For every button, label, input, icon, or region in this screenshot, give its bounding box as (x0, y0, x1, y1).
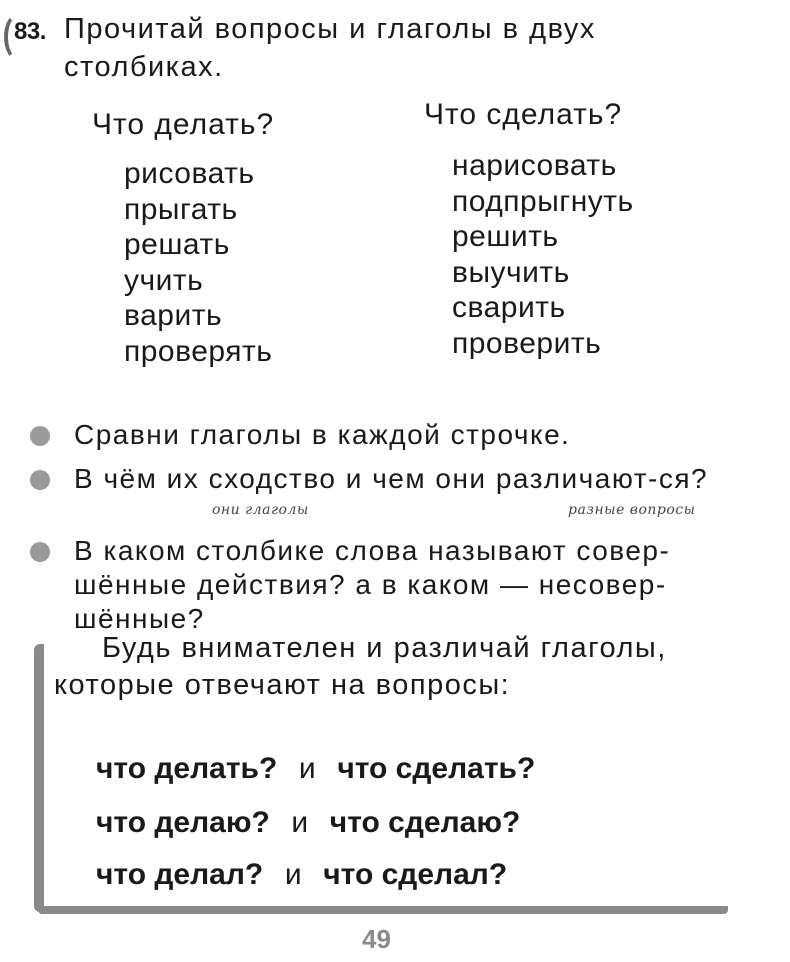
task-item (30, 462, 740, 496)
question-imperfective: что делал? (96, 858, 264, 891)
question-perfective: что сделаю? (329, 806, 521, 839)
handwritten-note: они глаголы (212, 502, 309, 518)
list-item: прыгать (124, 192, 238, 226)
question-perfective: что сделать? (337, 752, 536, 785)
task-text: В чём их сходство и чем они различают-ся? (74, 463, 709, 494)
rule-box-bottom-bar (38, 906, 728, 914)
conjunction: и (284, 858, 302, 891)
bullet-dot-icon (30, 426, 50, 446)
question-pair (96, 752, 535, 786)
word-list-left (124, 156, 272, 369)
list-item: проверить (452, 326, 602, 360)
question-pair (96, 806, 520, 840)
list-item: варить (124, 299, 223, 332)
list-item: сварить (452, 291, 566, 324)
conjunction: и (291, 806, 309, 839)
handwritten-note: разные вопросы (568, 502, 696, 518)
column-left-header: Что делать? (92, 108, 275, 141)
rule-box-left-bar (34, 644, 44, 912)
list-item: подпрыгнуть (452, 184, 634, 218)
question-imperfective: что делаю? (96, 806, 270, 839)
list-item: нарисовать (452, 149, 617, 182)
page-number: 49 (362, 924, 391, 954)
list-item: выучить (452, 255, 570, 289)
rule-text (54, 630, 734, 704)
list-item: проверять (124, 334, 273, 368)
task-text: Сравни глаголы в каждой строчке. (74, 419, 571, 450)
column-right-header: Что сделать? (424, 98, 623, 131)
word-list-right (452, 148, 634, 361)
question-perfective: что сделал? (323, 858, 508, 891)
task-text: В каком столбике слова называют совер-шённые действия? а в каком — несовер-шённые? (74, 535, 671, 634)
list-item: рисовать (124, 157, 255, 190)
exercise-title: Прочитай вопросы и глаголы в двух столбиках. (64, 13, 596, 83)
conjunction: и (298, 752, 316, 785)
rule-text-content: Будь внимателен и различай глаголы, которые отвечают на вопросы: (54, 632, 667, 701)
question-imperfective: что делать? (96, 752, 278, 785)
bullet-dot-icon (30, 542, 50, 562)
question-pair (96, 858, 507, 892)
exercise-number: 83. (14, 18, 46, 45)
task-item (30, 418, 740, 452)
list-item: решать (124, 228, 230, 261)
list-item: учить (124, 263, 204, 297)
bullet-dot-icon (30, 470, 50, 490)
task-item (30, 534, 740, 636)
list-item: решить (452, 220, 559, 253)
